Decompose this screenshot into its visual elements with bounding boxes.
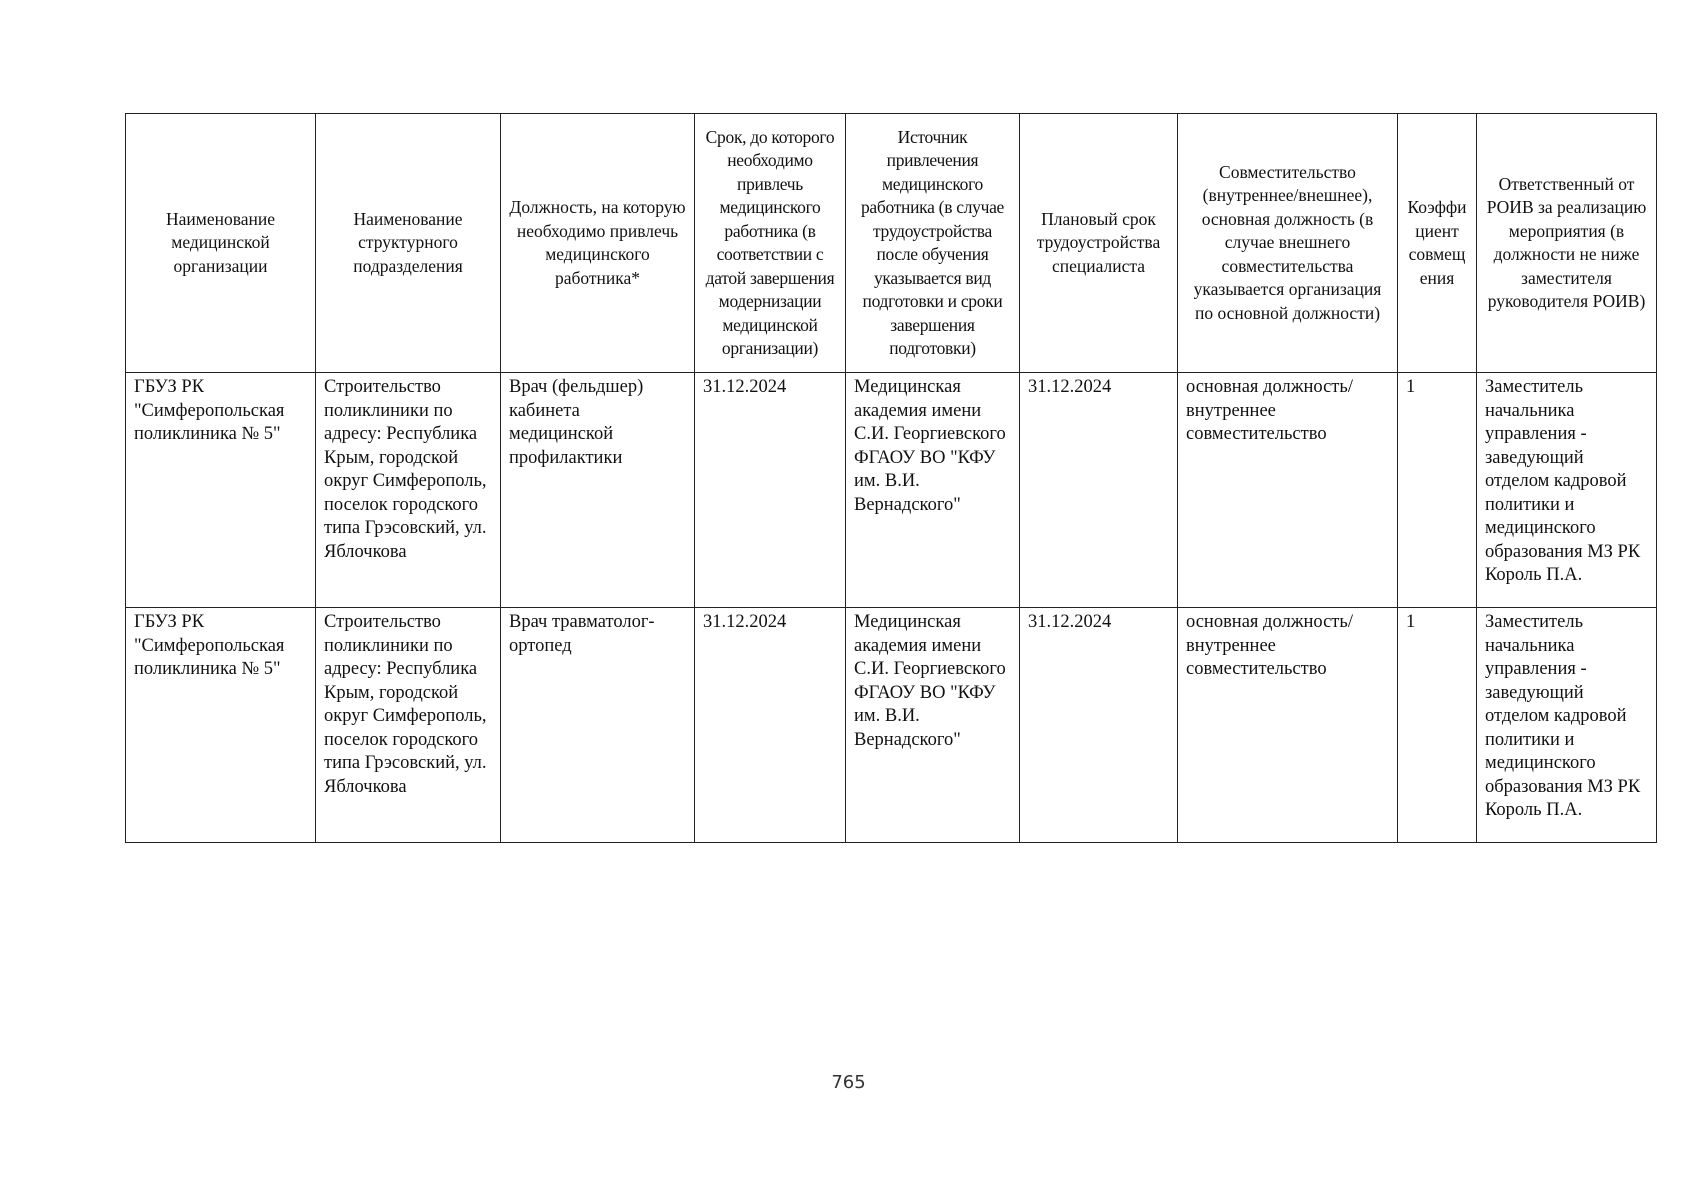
- cell-source: Медицинская академия имени С.И. Георгиевского ФГАОУ ВО "КФУ им. В.И. Вернадского": [846, 373, 1020, 608]
- cell-coefficient: 1: [1398, 608, 1477, 843]
- cell-subdivision: Строительство поликлиники по адресу: Республика Крым, городской округ Симферополь, поселок городского типа Грэсовский, ул. Яблочкова: [316, 373, 501, 608]
- header-row: [126, 114, 1657, 373]
- cell-position: Врач травматолог-ортопед: [501, 608, 695, 843]
- header-position: Должность, на которую необходимо привлечь медицинского работника*: [501, 114, 695, 373]
- cell-combination: основная должность/ внутреннее совместительство: [1178, 608, 1398, 843]
- cell-deadline: 31.12.2024: [695, 608, 846, 843]
- cell-position: Врач (фельдшер) кабинета медицинской профилактики: [501, 373, 695, 608]
- staffing-table: [125, 113, 1657, 843]
- page-number: 765: [831, 1072, 866, 1093]
- header-deadline: Срок, до которого необходимо привлечь медицинского работника (в соответствии с датой завершения модернизации медицинской организации): [695, 114, 846, 373]
- cell-subdivision: Строительство поликлиники по адресу: Республика Крым, городской округ Симферополь, поселок городского типа Грэсовский, ул. Яблочкова: [316, 608, 501, 843]
- cell-coefficient: 1: [1398, 373, 1477, 608]
- cell-responsible: Заместитель начальника управления - заведующий отделом кадровой политики и медицинского образования МЗ РК Король П.А.: [1477, 608, 1657, 843]
- header-planned-date: Плановый срок трудоустройства специалиста: [1020, 114, 1178, 373]
- cell-combination: основная должность/ внутреннее совместительство: [1178, 373, 1398, 608]
- cell-organization: ГБУЗ РК "Симферопольская поликлиника № 5": [126, 373, 316, 608]
- cell-responsible: Заместитель начальника управления - заведующий отделом кадровой политики и медицинского образования МЗ РК Король П.А.: [1477, 373, 1657, 608]
- header-source: Источник привлечения медицинского работника (в случае трудоустройства после обучения указывается вид подготовки и сроки завершения подготовки): [846, 114, 1020, 373]
- cell-planned-date: 31.12.2024: [1020, 608, 1178, 843]
- header-combination: Совместительство (внутреннее/внешнее), основная должность (в случае внешнего совместительства указывается организация по основной должности): [1178, 114, 1398, 373]
- cell-deadline: 31.12.2024: [695, 373, 846, 608]
- table-row: [126, 608, 1657, 843]
- header-coefficient: Коэффициент совмещения: [1398, 114, 1477, 373]
- cell-planned-date: 31.12.2024: [1020, 373, 1178, 608]
- header-subdivision: Наименование структурного подразделения: [316, 114, 501, 373]
- cell-organization: ГБУЗ РК "Симферопольская поликлиника № 5": [126, 608, 316, 843]
- cell-source: Медицинская академия имени С.И. Георгиевского ФГАОУ ВО "КФУ им. В.И. Вернадского": [846, 608, 1020, 843]
- table-row: [126, 373, 1657, 608]
- header-responsible: Ответственный от РОИВ за реализацию мероприятия (в должности не ниже заместителя руководителя РОИВ): [1477, 114, 1657, 373]
- header-organization: Наименование медицинской организации: [126, 114, 316, 373]
